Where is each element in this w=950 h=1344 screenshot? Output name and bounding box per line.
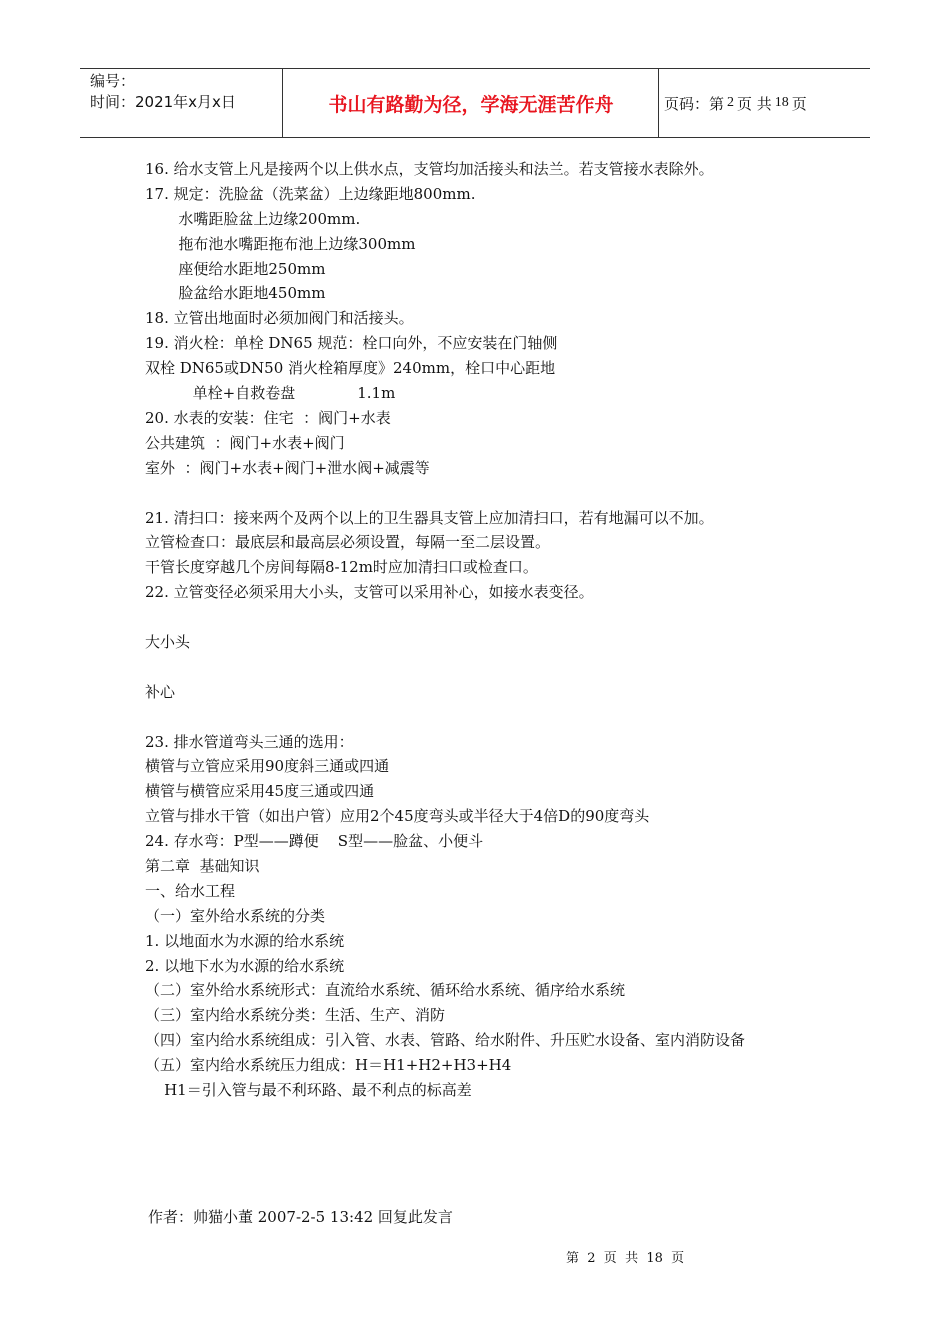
body-line: 20. 水表的安装：住宅 ：阀门+水表 [145,408,391,427]
body-line: 第二章 基础知识 [145,856,260,875]
body-line: 公共建筑 ：阀门+水表+阀门 [145,433,345,452]
body-line [145,655,815,680]
header-motto: 书山有路勤为径，学海无涯苦作舟 [328,93,614,116]
body-line: 1. 以地面水为水源的给水系统 [145,931,345,950]
body-line: 室外 ：阀门+水表+阀门+泄水阀+减震等 [145,458,430,477]
body-line: 大小头 [145,632,191,651]
body-line: 座便给水距地250mm [145,259,326,278]
page-current: 2 [727,95,735,110]
header-meta [90,71,280,113]
body-line: 立管与排水干管（如出户管）应用2个45度弯头或半径大于4倍D的90度弯头 [145,807,650,826]
body-line: 21. 清扫口：接来两个及两个以上的卫生器具支管上应加清扫口，若有地漏可以不加。 [145,508,714,527]
document-body [145,157,815,1103]
body-line: 17. 规定：洗脸盆（洗菜盆）上边缘距地800mm. [145,184,476,203]
body-line: 横管与横管应采用45度三通或四通 [145,782,375,801]
body-line: 一、给水工程 [145,881,236,900]
page-suffix: 页 [791,94,807,113]
body-line: （一）室外给水系统的分类 [145,906,326,925]
body-line: 补心 [145,682,176,701]
body-line: 脸盆给水距地450mm [145,284,326,303]
header-divider [658,69,659,137]
header-page-info [664,69,807,137]
body-line: 19. 消火栓：单栓 DN65 规范：栓口向外，不应安装在门轴侧 [145,334,558,353]
body-line: 24. 存水弯：P型——蹲便 S型——脸盆、小便斗 [145,832,484,851]
body-line [145,705,815,730]
page-prefix: 页码：第 [664,94,725,113]
body-line: H1＝引入管与最不利环路、最不利点的标高差 [145,1080,472,1099]
body-line: 2. 以地下水为水源的给水系统 [145,956,345,975]
serial-label: 编号： [90,72,136,90]
body-line: 立管检查口：最底层和最高层必须设置，每隔一至二层设置。 [145,533,551,552]
author-line: 作者：帅猫小董 2007-2-5 13:42 回复此发言 [148,1208,453,1226]
body-line: 18. 立管出地面时必须加阀门和活接头。 [145,309,414,328]
body-line: 横管与立管应采用90度斜三通或四通 [145,757,390,776]
page-number: 第 2 页 共 18 页 [566,1251,685,1266]
body-line: 水嘴距脸盆上边缘200mm. [145,209,361,228]
time-label: 时间：2021年x月x日 [90,93,236,111]
body-line: 拖布池水嘴距拖布池上边缘300mm [145,234,416,253]
body-line: （三）室内给水系统分类：生活、生产、消防 [145,1006,446,1025]
body-line: （五）室内给水系统压力组成：H＝H1+H2+H3+H4 [145,1056,512,1075]
body-line: 22. 立管变径必须采用大小头，支管可以采用补心，如接水表变径。 [145,583,594,602]
body-line: （四）室内给水系统组成：引入管、水表、管路、给水附件、升压贮水设备、室内消防设备 [145,1031,746,1050]
body-line: 单栓+自救卷盘 1.1m [145,384,396,403]
body-line [145,605,815,630]
document-header [80,68,870,138]
body-line: 双栓 DN65或DN50 消火栓箱厚度》240mm，栓口中心距地 [145,359,556,378]
body-line: 干管长度穿越几个房间每隔8-12m时应加清扫口或检查口。 [145,558,538,577]
body-line: 16. 给水支管上凡是接两个以上供水点，支管均加活接头和法兰。若支管接水表除外。 [145,160,714,178]
page-mid: 页 共 [737,94,772,113]
body-line: （二）室外给水系统形式：直流给水系统、循环给水系统、循序给水系统 [145,981,626,1000]
body-line [145,481,815,506]
body-line: 23. 排水管道弯头三通的选用： [145,732,354,751]
page-total: 18 [774,95,789,110]
